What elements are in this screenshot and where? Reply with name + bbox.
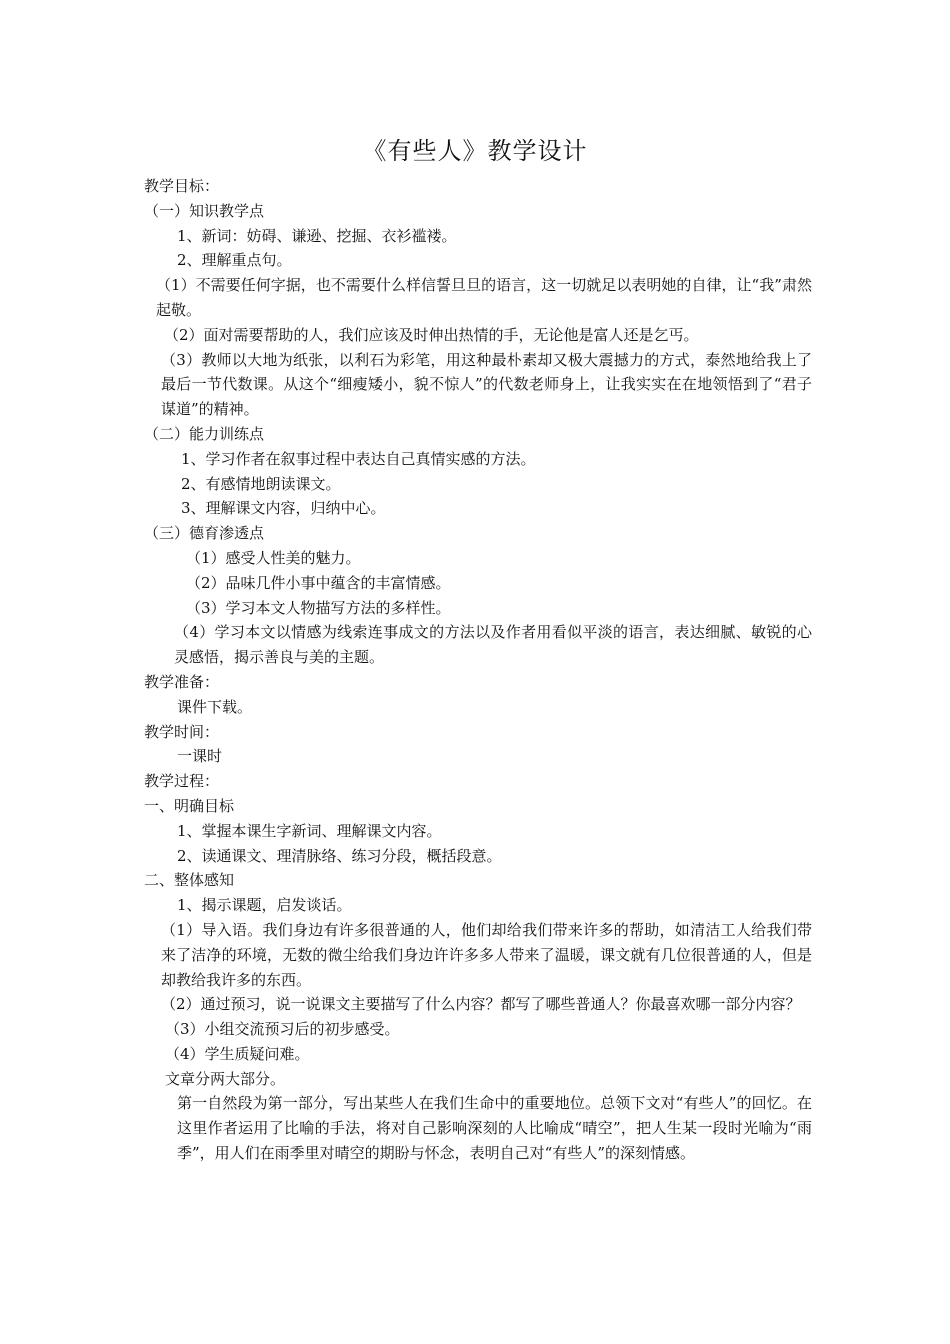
paragraph: （3）教师以大地为纸张，以利石为彩笔，用这种最朴素却又极大震撼力的方式，泰然地给我上了最后一节代数课。从这个“细瘦矮小，貌不惊人”的代数老师身上，让我实实在在地领悟到了“君子谋道”的精神。 [161, 350, 812, 419]
list-item: （3）小组交流预习后的初步感受。 [165, 1020, 400, 1039]
list-item: 1、掌握本课生字新词、理解课文内容。 [177, 821, 442, 840]
paragraph: 一课时 [177, 747, 223, 766]
list-item: 2、理解重点句。 [177, 251, 292, 270]
section-knowledge-points: （一）知识教学点 [144, 201, 265, 220]
paragraph: （2）面对需要帮助的人，我们应该及时伸出热情的手，无论他是富人还是乞丐。 [164, 325, 699, 344]
section-moral-points: （三）德育渗透点 [144, 524, 265, 543]
list-item: （1）感受人性美的魅力。 [186, 548, 361, 567]
document-body [144, 174, 812, 1166]
list-item: （4）学生质疑问难。 [165, 1044, 310, 1063]
paragraph: （4）学习本文以情感为线索连事成文的方法以及作者用看似平淡的语言，表达细腻、敏锐的心灵感悟，揭示善良与美的主题。 [174, 623, 812, 667]
heading-time: 教学时间： [144, 722, 220, 741]
paragraph: （2）通过预习，说一说课文主要描写了什么内容？都写了哪些普通人？你最喜欢哪一部分内容？ [161, 995, 801, 1014]
list-item: （2）品味几件小事中蕴含的丰富情感。 [186, 573, 451, 592]
list-item: 2、读通课文、理清脉络、练习分段，概括段意。 [177, 846, 502, 865]
heading-teaching-goals: 教学目标： [144, 177, 220, 195]
paragraph: （1）导入语。我们身边有许多很普通的人，他们却给我们带来许多的帮助，如清洁工人给我们带来了洁净的环境，无数的微尘给我们身边许许多多人带来了温暖，课文就有几位很普通的人，但是却教给我许多的东西。 [161, 920, 812, 989]
document-title: 《有些人》教学设计 [362, 137, 588, 165]
heading-process: 教学过程： [144, 772, 220, 791]
paragraph: 课件下载。 [177, 697, 253, 716]
paragraph: 文章分两大部分。 [165, 1069, 286, 1088]
list-item: 1、揭示课题，启发谈话。 [177, 896, 352, 915]
list-item: 1、新词：妨碍、谦逊、挖掘、衣衫褴褛。 [177, 226, 457, 245]
section-ability-points: （二）能力训练点 [144, 424, 265, 443]
section-clear-goals: 一、明确目标 [144, 796, 235, 815]
list-item: （3）学习本文人物描写方法的多样性。 [186, 598, 451, 617]
paragraph: 第一自然段为第一部分，写出某些人在我们生命中的重要地位。总领下文对“有些人”的回忆。在这里作者运用了比喻的手法，将对自己影响深刻的人比喻成“晴空”，把人生某一段时光喻为“雨季”，用人们在雨季里对晴空的期盼与怀念，表明自己对“有些人”的深刻情感。 [177, 1094, 812, 1163]
list-item: 3、理解课文内容，归纳中心。 [181, 499, 386, 518]
section-overall-perception: 二、整体感知 [144, 871, 235, 890]
heading-preparation: 教学准备： [144, 672, 220, 691]
list-item: 2、有感情地朗读课文。 [181, 474, 341, 493]
paragraph: （1）不需要任何字据，也不需要什么样信誓旦旦的语言，这一切就足以表明她的自律，让“我”肃然起敬。 [156, 276, 812, 319]
list-item: 1、学习作者在叙事过程中表达自己真情实感的方法。 [181, 449, 536, 468]
